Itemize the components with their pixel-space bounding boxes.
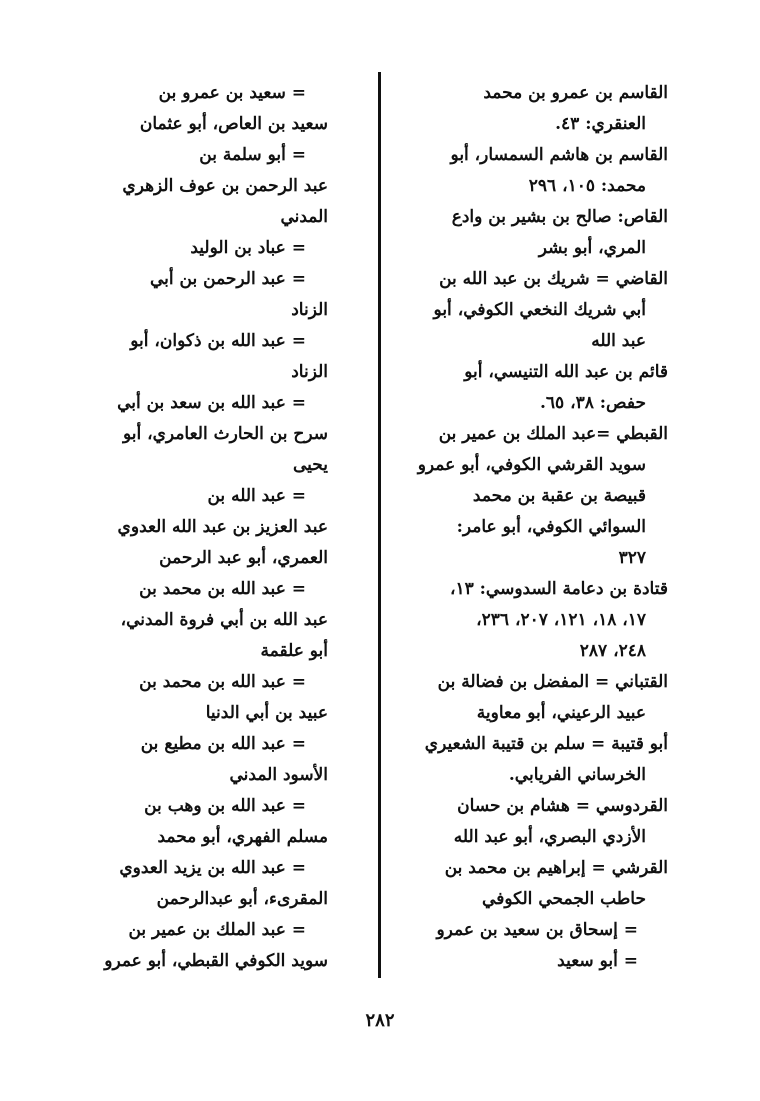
index-entry-line: ٣٢٧ bbox=[618, 548, 646, 568]
index-entry-line: = عبد الله بن وهب بن bbox=[144, 796, 306, 816]
index-entry-line: القرشي = إبراهيم بن محمد بن bbox=[444, 858, 668, 878]
index-entry-line: ٢٤٨، ٢٨٧ bbox=[579, 641, 646, 661]
index-entry-line: = عباد بن الوليد bbox=[190, 238, 306, 258]
right-column bbox=[390, 78, 668, 977]
index-entry-line: أبي شريك النخعي الكوفي، أبو bbox=[433, 300, 646, 320]
index-entry-line: السوائي الكوفي، أبو عامر: bbox=[456, 517, 646, 537]
index-entry-line: = عبد الله بن مطيع بن bbox=[140, 734, 306, 754]
index-entry-line: = أبو سلمة بن bbox=[199, 145, 306, 165]
index-entry-line: ١٧، ١٨، ١٢١، ٢٠٧، ٢٣٦، bbox=[476, 610, 646, 630]
index-entry-line: قبيصة بن عقبة بن محمد bbox=[472, 486, 646, 506]
index-entry-line: حاطب الجمحي الكوفي bbox=[482, 889, 646, 909]
index-entry-line: الزناد bbox=[291, 362, 328, 382]
index-entry-line: القتباني = المفضل بن فضالة بن bbox=[437, 672, 668, 692]
index-entry-line: سويد القرشي الكوفي، أبو عمرو bbox=[417, 455, 646, 475]
index-entry-line: محمد: ١٠٥، ٢٩٦ bbox=[528, 176, 646, 196]
index-entry-line: = عبد الله بن bbox=[207, 486, 306, 506]
index-entry-line: قائم بن عبد الله التنيسي، أبو bbox=[464, 362, 668, 382]
index-entry-line: = عبد الله بن محمد بن bbox=[139, 672, 306, 692]
index-entry-line: سعيد بن العاص، أبو عثمان bbox=[139, 114, 328, 134]
index-entry-line: الأزدي البصري، أبو عبد الله bbox=[453, 827, 646, 847]
index-entry-line: يحيى bbox=[292, 455, 328, 475]
index-entry-line: = أبو سعيد bbox=[557, 951, 638, 971]
index-entry-line: = عبد الرحمن بن أبي bbox=[150, 269, 306, 289]
index-entry-line: عبيد الرعيني، أبو معاوية bbox=[476, 703, 646, 723]
index-entry-line: = عبد الله بن يزيد العدوي bbox=[119, 858, 306, 878]
index-entry-line: عبد الله bbox=[591, 331, 646, 351]
index-entry-line: القاص: صالح بن بشير بن وادع bbox=[451, 207, 668, 227]
index-entry-line: = إسحاق بن سعيد بن عمرو bbox=[436, 920, 638, 940]
index-entry-line: قتادة بن دعامة السدوسي: ١٣، bbox=[449, 579, 668, 599]
index-entry-line: أبو علقمة bbox=[260, 641, 328, 661]
left-column bbox=[78, 78, 328, 977]
index-entry-line: = عبد الملك بن عمير بن bbox=[128, 920, 306, 940]
index-entry-line: = سعيد بن عمرو بن bbox=[158, 83, 306, 103]
index-entry-line: العمري، أبو عبد الرحمن bbox=[159, 548, 328, 568]
index-entry-line: القاسم بن هاشم السمسار، أبو bbox=[450, 145, 668, 165]
index-entry-line: أبو قتيبة = سلم بن قتيبة الشعيري bbox=[424, 734, 668, 754]
index-entry-line: حفص: ٣٨، ٦٥. bbox=[540, 393, 646, 413]
index-entry-line: الخرساني الفريابي. bbox=[508, 765, 646, 785]
index-entry-line: = عبد الله بن محمد بن bbox=[139, 579, 306, 599]
index-entry-line: القبطي =عبد الملك بن عمير بن bbox=[438, 424, 668, 444]
index-entry-line: المري، أبو بشر bbox=[538, 238, 646, 258]
index-entry-line: القاسم بن عمرو بن محمد bbox=[483, 83, 668, 103]
index-entry-line: عبد الله بن أبي فروة المدني، bbox=[120, 610, 328, 630]
index-entry-line: المقرىء، أبو عبدالرحمن bbox=[156, 889, 328, 909]
index-entry-line: عبيد بن أبي الدنيا bbox=[205, 703, 328, 723]
index-entry-line: المدني bbox=[280, 207, 328, 227]
index-entry-line: عبد الرحمن بن عوف الزهري bbox=[122, 176, 328, 196]
column-divider bbox=[378, 72, 381, 978]
page-number: ٢٨٢ bbox=[365, 1010, 395, 1031]
index-entry-line: العنقري: ٤٣. bbox=[555, 114, 646, 134]
index-entry-line: الأسود المدني bbox=[229, 765, 328, 785]
index-entry-line: القردوسي = هشام بن حسان bbox=[457, 796, 668, 816]
index-entry-line: = عبد الله بن سعد بن أبي bbox=[117, 393, 306, 413]
index-entry-line: سرح بن الحارث العامري، أبو bbox=[122, 424, 328, 444]
index-entry-line: مسلم الفهري، أبو محمد bbox=[157, 827, 328, 847]
index-entry-line: = عبد الله بن ذكوان، أبو bbox=[130, 331, 306, 351]
index-entry-line: الزناد bbox=[291, 300, 328, 320]
index-entry-line: سويد الكوفي القبطي، أبو عمرو bbox=[104, 951, 328, 971]
index-entry-line: عبد العزيز بن عبد الله العدوي bbox=[117, 517, 328, 537]
index-entry-line: القاضي = شريك بن عبد الله بن bbox=[439, 269, 668, 289]
